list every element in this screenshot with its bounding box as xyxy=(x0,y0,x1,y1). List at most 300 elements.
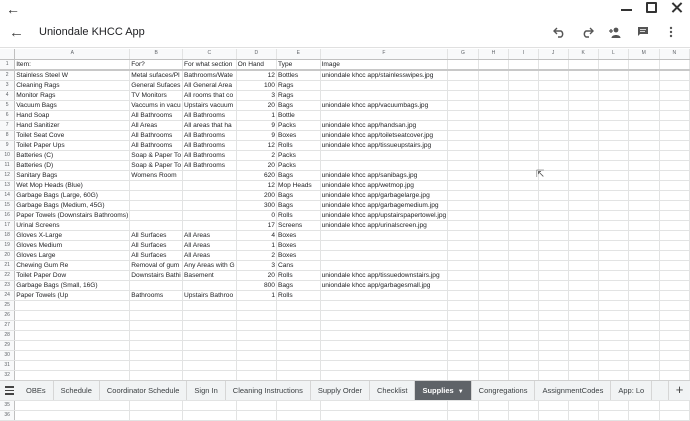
row-header[interactable]: 31 xyxy=(0,360,15,370)
cell[interactable]: 100 xyxy=(236,80,276,90)
cell[interactable]: Basement xyxy=(183,270,237,280)
cell[interactable] xyxy=(568,290,598,300)
cell[interactable] xyxy=(628,150,659,160)
cell[interactable] xyxy=(478,270,508,280)
cell[interactable] xyxy=(448,120,479,130)
cell[interactable] xyxy=(598,110,628,120)
cell[interactable]: Rolls xyxy=(276,140,320,150)
cell[interactable] xyxy=(509,410,538,420)
cell[interactable] xyxy=(320,240,448,250)
column-header[interactable]: B xyxy=(130,49,183,59)
cell[interactable]: 0 xyxy=(236,210,276,220)
cell[interactable] xyxy=(478,120,508,130)
cell[interactable] xyxy=(598,240,628,250)
cell[interactable] xyxy=(568,320,598,330)
cell[interactable]: 2 xyxy=(236,250,276,260)
cell[interactable] xyxy=(236,410,276,420)
row-header[interactable]: 24 xyxy=(0,290,15,300)
cell[interactable] xyxy=(276,340,320,350)
column-header[interactable]: K xyxy=(568,49,598,59)
cell[interactable] xyxy=(598,350,628,360)
cell[interactable] xyxy=(568,110,598,120)
cell[interactable] xyxy=(628,180,659,190)
row-header[interactable]: 16 xyxy=(0,210,15,220)
cell[interactable]: 20 xyxy=(236,270,276,280)
cell[interactable] xyxy=(598,70,628,81)
row-header[interactable]: 36 xyxy=(0,410,15,420)
cell[interactable] xyxy=(320,350,448,360)
cell[interactable] xyxy=(183,170,237,180)
cell[interactable] xyxy=(538,180,568,190)
cell[interactable] xyxy=(183,190,237,200)
cell[interactable] xyxy=(538,360,568,370)
cell[interactable] xyxy=(568,140,598,150)
cell[interactable]: uniondale khcc app/handsan.jpg xyxy=(320,120,448,130)
row-header[interactable]: 12 xyxy=(0,170,15,180)
cell[interactable] xyxy=(130,300,183,310)
cell[interactable] xyxy=(598,360,628,370)
cell[interactable]: Cans xyxy=(276,260,320,270)
row-header[interactable]: 20 xyxy=(0,250,15,260)
cell[interactable] xyxy=(509,190,538,200)
cell[interactable] xyxy=(478,150,508,160)
cell[interactable] xyxy=(538,300,568,310)
cell[interactable]: Toilet Paper Ups xyxy=(15,140,130,150)
cell[interactable] xyxy=(659,180,689,190)
cell[interactable] xyxy=(276,350,320,360)
cell[interactable]: Removal of gum xyxy=(130,260,183,270)
cell[interactable] xyxy=(568,170,598,180)
cell[interactable]: All areas that ha xyxy=(183,120,237,130)
cell[interactable] xyxy=(568,80,598,90)
cell[interactable] xyxy=(538,210,568,220)
cell[interactable] xyxy=(568,330,598,340)
row-header[interactable]: 25 xyxy=(0,300,15,310)
cell[interactable] xyxy=(276,370,320,380)
cell[interactable]: 9 xyxy=(236,130,276,140)
cell[interactable]: All Bathrooms xyxy=(130,130,183,140)
cell[interactable] xyxy=(568,260,598,270)
cell[interactable] xyxy=(509,200,538,210)
cell[interactable] xyxy=(509,59,538,70)
cell[interactable] xyxy=(448,90,479,100)
column-header[interactable]: E xyxy=(276,49,320,59)
cell[interactable] xyxy=(509,370,538,380)
cell[interactable] xyxy=(659,230,689,240)
system-back-icon[interactable]: ← xyxy=(6,1,20,17)
cell[interactable] xyxy=(509,90,538,100)
cell[interactable] xyxy=(509,340,538,350)
cell[interactable]: uniondale khcc app/urinalscreen.jpg xyxy=(320,220,448,230)
column-header[interactable]: D xyxy=(236,49,276,59)
cell[interactable] xyxy=(659,170,689,180)
cell[interactable] xyxy=(659,300,689,310)
cell[interactable] xyxy=(478,300,508,310)
cell[interactable] xyxy=(509,100,538,110)
cell[interactable] xyxy=(628,290,659,300)
cell[interactable]: Chewing Gum Re xyxy=(15,260,130,270)
cell[interactable] xyxy=(448,180,479,190)
cell[interactable] xyxy=(538,110,568,120)
cell[interactable] xyxy=(628,170,659,180)
cell[interactable] xyxy=(598,100,628,110)
cell[interactable] xyxy=(130,310,183,320)
cell[interactable] xyxy=(130,370,183,380)
cell[interactable] xyxy=(598,180,628,190)
cell[interactable] xyxy=(320,400,448,410)
cell[interactable] xyxy=(598,150,628,160)
cell[interactable] xyxy=(15,360,130,370)
cell[interactable] xyxy=(509,360,538,370)
cell[interactable] xyxy=(628,100,659,110)
cell[interactable]: Item: xyxy=(15,59,130,70)
cell[interactable] xyxy=(478,160,508,170)
row-header[interactable]: 29 xyxy=(0,340,15,350)
cell[interactable] xyxy=(236,320,276,330)
cell[interactable] xyxy=(659,130,689,140)
cell[interactable]: 4 xyxy=(236,230,276,240)
cell[interactable]: 1 xyxy=(236,110,276,120)
cell[interactable] xyxy=(628,59,659,70)
cell[interactable]: Stainless Steel W xyxy=(15,70,130,81)
cell[interactable] xyxy=(598,270,628,280)
cell[interactable] xyxy=(538,120,568,130)
cell[interactable] xyxy=(478,340,508,350)
cell[interactable] xyxy=(320,300,448,310)
cell[interactable] xyxy=(659,340,689,350)
cell[interactable] xyxy=(509,290,538,300)
cell[interactable] xyxy=(448,140,479,150)
cell[interactable] xyxy=(183,200,237,210)
cell[interactable] xyxy=(509,220,538,230)
cell[interactable]: uniondale khcc app/tissuedownstairs.jpg xyxy=(320,270,448,280)
cell[interactable] xyxy=(538,320,568,330)
cell[interactable]: Rags xyxy=(276,80,320,90)
cell[interactable] xyxy=(628,230,659,240)
cell[interactable] xyxy=(628,250,659,260)
cell[interactable]: Boxes xyxy=(276,250,320,260)
cell[interactable] xyxy=(659,240,689,250)
cell[interactable] xyxy=(628,270,659,280)
cell[interactable]: Vaccums in vacu xyxy=(131,101,181,109)
cell[interactable] xyxy=(598,410,628,420)
cell[interactable] xyxy=(130,340,183,350)
cell[interactable] xyxy=(478,210,508,220)
cell[interactable] xyxy=(598,170,628,180)
sheet-tab[interactable] xyxy=(100,381,188,400)
cell[interactable] xyxy=(628,360,659,370)
cell[interactable] xyxy=(509,330,538,340)
cell[interactable]: All rooms that co xyxy=(183,90,237,100)
cell[interactable] xyxy=(478,260,508,270)
cell[interactable] xyxy=(628,110,659,120)
cell[interactable]: Boxes xyxy=(276,130,320,140)
cell[interactable] xyxy=(276,400,320,410)
cell[interactable]: uniondale khcc app/toiletseatcover.jpg xyxy=(320,130,448,140)
cell[interactable] xyxy=(509,130,538,140)
cell[interactable]: 12 xyxy=(236,140,276,150)
row-header[interactable]: 11 xyxy=(0,160,15,170)
cell[interactable] xyxy=(183,360,237,370)
cell[interactable] xyxy=(130,220,183,230)
cell[interactable] xyxy=(628,240,659,250)
cell[interactable] xyxy=(509,140,538,150)
cell[interactable] xyxy=(130,180,183,190)
row-header[interactable]: 17 xyxy=(0,220,15,230)
cell[interactable] xyxy=(628,140,659,150)
cell[interactable] xyxy=(538,190,568,200)
row-header[interactable]: 15 xyxy=(0,200,15,210)
close-icon[interactable] xyxy=(671,2,682,13)
cell[interactable] xyxy=(598,90,628,100)
cell[interactable] xyxy=(568,350,598,360)
cell[interactable] xyxy=(130,410,183,420)
cell[interactable] xyxy=(320,80,448,90)
row-header[interactable]: 14 xyxy=(0,190,15,200)
cell[interactable]: 9 xyxy=(236,120,276,130)
cell[interactable] xyxy=(478,170,508,180)
cell[interactable] xyxy=(15,410,130,420)
cell[interactable] xyxy=(628,350,659,360)
cell[interactable] xyxy=(448,250,479,260)
cell[interactable] xyxy=(478,100,508,110)
cell[interactable] xyxy=(183,400,237,410)
cell[interactable] xyxy=(276,410,320,420)
cell[interactable] xyxy=(568,190,598,200)
cell[interactable]: uniondale khcc app/vacuumbags.jpg xyxy=(320,100,448,110)
cell[interactable] xyxy=(509,320,538,330)
cell[interactable]: All Surfaces xyxy=(130,240,183,250)
cell[interactable] xyxy=(478,110,508,120)
cell[interactable] xyxy=(130,330,183,340)
cell[interactable] xyxy=(448,410,479,420)
cell[interactable]: uniondale khcc app/sanibags.jpg xyxy=(320,170,448,180)
cell[interactable]: Rags xyxy=(276,90,320,100)
cell[interactable]: Metal sufaces/Pl xyxy=(130,70,183,81)
cell[interactable] xyxy=(659,90,689,100)
cell[interactable] xyxy=(659,320,689,330)
row-header[interactable]: 9 xyxy=(0,140,15,150)
cell[interactable]: Gloves Large xyxy=(15,250,130,260)
cell[interactable]: Bags xyxy=(276,280,320,290)
row-header[interactable]: 27 xyxy=(0,320,15,330)
cell[interactable] xyxy=(130,200,183,210)
cell[interactable] xyxy=(628,90,659,100)
row-header[interactable]: 32 xyxy=(0,370,15,380)
cell[interactable] xyxy=(276,330,320,340)
cell[interactable] xyxy=(659,310,689,320)
cell[interactable] xyxy=(448,150,479,160)
cell[interactable] xyxy=(598,280,628,290)
cell[interactable] xyxy=(598,310,628,320)
cell[interactable]: 3 xyxy=(236,260,276,270)
row-header[interactable]: 19 xyxy=(0,240,15,250)
cell[interactable]: Downstairs Bathi xyxy=(131,271,181,279)
cell[interactable] xyxy=(659,360,689,370)
add-person-icon[interactable] xyxy=(606,22,624,42)
cell[interactable]: Hand Soap xyxy=(15,110,130,120)
cell[interactable] xyxy=(478,360,508,370)
cell[interactable] xyxy=(448,280,479,290)
cell[interactable] xyxy=(130,190,183,200)
cell[interactable] xyxy=(509,300,538,310)
cell[interactable]: Packs xyxy=(276,160,320,170)
cell[interactable] xyxy=(15,350,130,360)
cell[interactable] xyxy=(478,290,508,300)
cell[interactable]: Upstairs vacuum xyxy=(183,100,237,110)
cell[interactable] xyxy=(15,320,130,330)
cell[interactable] xyxy=(628,340,659,350)
cell[interactable] xyxy=(659,160,689,170)
cell[interactable]: Boxes xyxy=(276,230,320,240)
cell[interactable] xyxy=(448,59,479,70)
cell[interactable] xyxy=(509,230,538,240)
cell[interactable]: All General Area xyxy=(183,80,237,90)
cell[interactable] xyxy=(628,320,659,330)
cell[interactable] xyxy=(659,210,689,220)
row-header[interactable]: 4 xyxy=(0,90,15,100)
cell[interactable] xyxy=(659,200,689,210)
row-header[interactable]: 7 xyxy=(0,120,15,130)
cell[interactable]: Bags xyxy=(276,170,320,180)
cell[interactable] xyxy=(628,120,659,130)
cell[interactable] xyxy=(478,370,508,380)
cell[interactable] xyxy=(15,340,130,350)
cell[interactable] xyxy=(509,170,538,180)
cell[interactable] xyxy=(538,59,568,70)
cell[interactable] xyxy=(183,310,237,320)
column-header[interactable]: F xyxy=(320,49,448,59)
cell[interactable] xyxy=(598,320,628,330)
cell[interactable] xyxy=(448,290,479,300)
cell[interactable] xyxy=(478,320,508,330)
cell[interactable] xyxy=(628,220,659,230)
cell[interactable] xyxy=(538,240,568,250)
cell[interactable] xyxy=(276,310,320,320)
cell[interactable] xyxy=(509,250,538,260)
cell[interactable]: Mop Heads xyxy=(276,180,320,190)
cell[interactable]: uniondale khcc app/garbagesmall.jpg xyxy=(320,280,448,290)
cell[interactable] xyxy=(320,410,448,420)
cell[interactable] xyxy=(276,320,320,330)
cell[interactable] xyxy=(598,160,628,170)
row-header[interactable]: 26 xyxy=(0,310,15,320)
cell[interactable] xyxy=(538,140,568,150)
cell[interactable] xyxy=(509,70,538,81)
cell[interactable] xyxy=(478,240,508,250)
cell[interactable] xyxy=(236,340,276,350)
cell[interactable] xyxy=(448,170,479,180)
cell[interactable] xyxy=(448,360,479,370)
cell[interactable] xyxy=(15,300,130,310)
cell[interactable] xyxy=(568,370,598,380)
row-header[interactable]: 8 xyxy=(0,130,15,140)
cell[interactable] xyxy=(183,300,237,310)
cell[interactable] xyxy=(320,160,448,170)
cell[interactable]: 12 xyxy=(236,70,276,81)
cell[interactable] xyxy=(659,280,689,290)
cell[interactable]: Sanitary Bags xyxy=(15,170,130,180)
cell[interactable]: All Bathrooms xyxy=(183,130,237,140)
cell[interactable]: Paper Towels (Up xyxy=(15,290,130,300)
cell[interactable] xyxy=(598,260,628,270)
cell[interactable] xyxy=(538,290,568,300)
cell[interactable] xyxy=(568,340,598,350)
cell[interactable]: All Areas xyxy=(183,240,237,250)
cell[interactable] xyxy=(320,330,448,340)
cell[interactable]: uniondale khcc app/upstairspapertowel.jpg xyxy=(321,211,447,219)
cell[interactable] xyxy=(659,70,689,81)
sheet-tab[interactable] xyxy=(535,381,611,400)
row-header[interactable]: 10 xyxy=(0,150,15,160)
column-header[interactable]: C xyxy=(183,49,237,59)
cell[interactable] xyxy=(598,370,628,380)
cell[interactable] xyxy=(478,59,508,70)
cell[interactable]: 12 xyxy=(236,180,276,190)
sheet-tab[interactable] xyxy=(226,381,311,400)
cell[interactable] xyxy=(478,280,508,290)
cell[interactable] xyxy=(320,340,448,350)
cell[interactable] xyxy=(659,150,689,160)
cell[interactable]: All Bathrooms xyxy=(130,110,183,120)
cell[interactable]: Toilet Seat Cove xyxy=(15,130,130,140)
cell[interactable] xyxy=(538,130,568,140)
cell[interactable] xyxy=(659,290,689,300)
cell[interactable] xyxy=(448,350,479,360)
cell[interactable] xyxy=(509,80,538,90)
cell[interactable] xyxy=(448,70,479,81)
cell[interactable] xyxy=(509,110,538,120)
column-header[interactable]: I xyxy=(509,49,538,59)
column-header[interactable]: M xyxy=(628,49,659,59)
minimize-icon[interactable] xyxy=(621,2,632,11)
cell[interactable] xyxy=(448,300,479,310)
cell[interactable]: All Bathrooms xyxy=(183,110,237,120)
cell[interactable] xyxy=(568,270,598,280)
cell[interactable] xyxy=(478,90,508,100)
cell[interactable] xyxy=(183,180,237,190)
cell[interactable] xyxy=(628,70,659,81)
cell[interactable] xyxy=(659,250,689,260)
cell[interactable]: 2 xyxy=(236,150,276,160)
cell[interactable] xyxy=(628,300,659,310)
cell[interactable]: For? xyxy=(130,59,183,70)
row-header[interactable]: 30 xyxy=(0,350,15,360)
cell[interactable] xyxy=(183,320,237,330)
cell[interactable]: uniondale khcc app/tissueupstairs.jpg xyxy=(320,140,448,150)
cell[interactable]: 20 xyxy=(236,100,276,110)
cell[interactable] xyxy=(448,270,479,280)
cell[interactable] xyxy=(568,150,598,160)
cell[interactable]: Paper Towels (Downstairs Bathrooms) xyxy=(16,211,129,219)
cell[interactable] xyxy=(478,350,508,360)
cell[interactable] xyxy=(448,220,479,230)
cell[interactable] xyxy=(659,400,689,410)
cell[interactable] xyxy=(509,210,538,220)
cell[interactable] xyxy=(628,190,659,200)
cell[interactable]: Bathrooms/Wate xyxy=(183,70,237,81)
cell[interactable]: Bags xyxy=(276,100,320,110)
cell[interactable]: Toilet Paper Dow xyxy=(15,270,130,280)
cell[interactable] xyxy=(538,200,568,210)
select-all-corner[interactable] xyxy=(0,49,15,59)
cell[interactable] xyxy=(538,250,568,260)
cell[interactable] xyxy=(538,370,568,380)
cell[interactable] xyxy=(183,220,237,230)
cell[interactable] xyxy=(448,230,479,240)
cell[interactable]: Womens Room xyxy=(130,170,183,180)
cell[interactable] xyxy=(478,200,508,210)
